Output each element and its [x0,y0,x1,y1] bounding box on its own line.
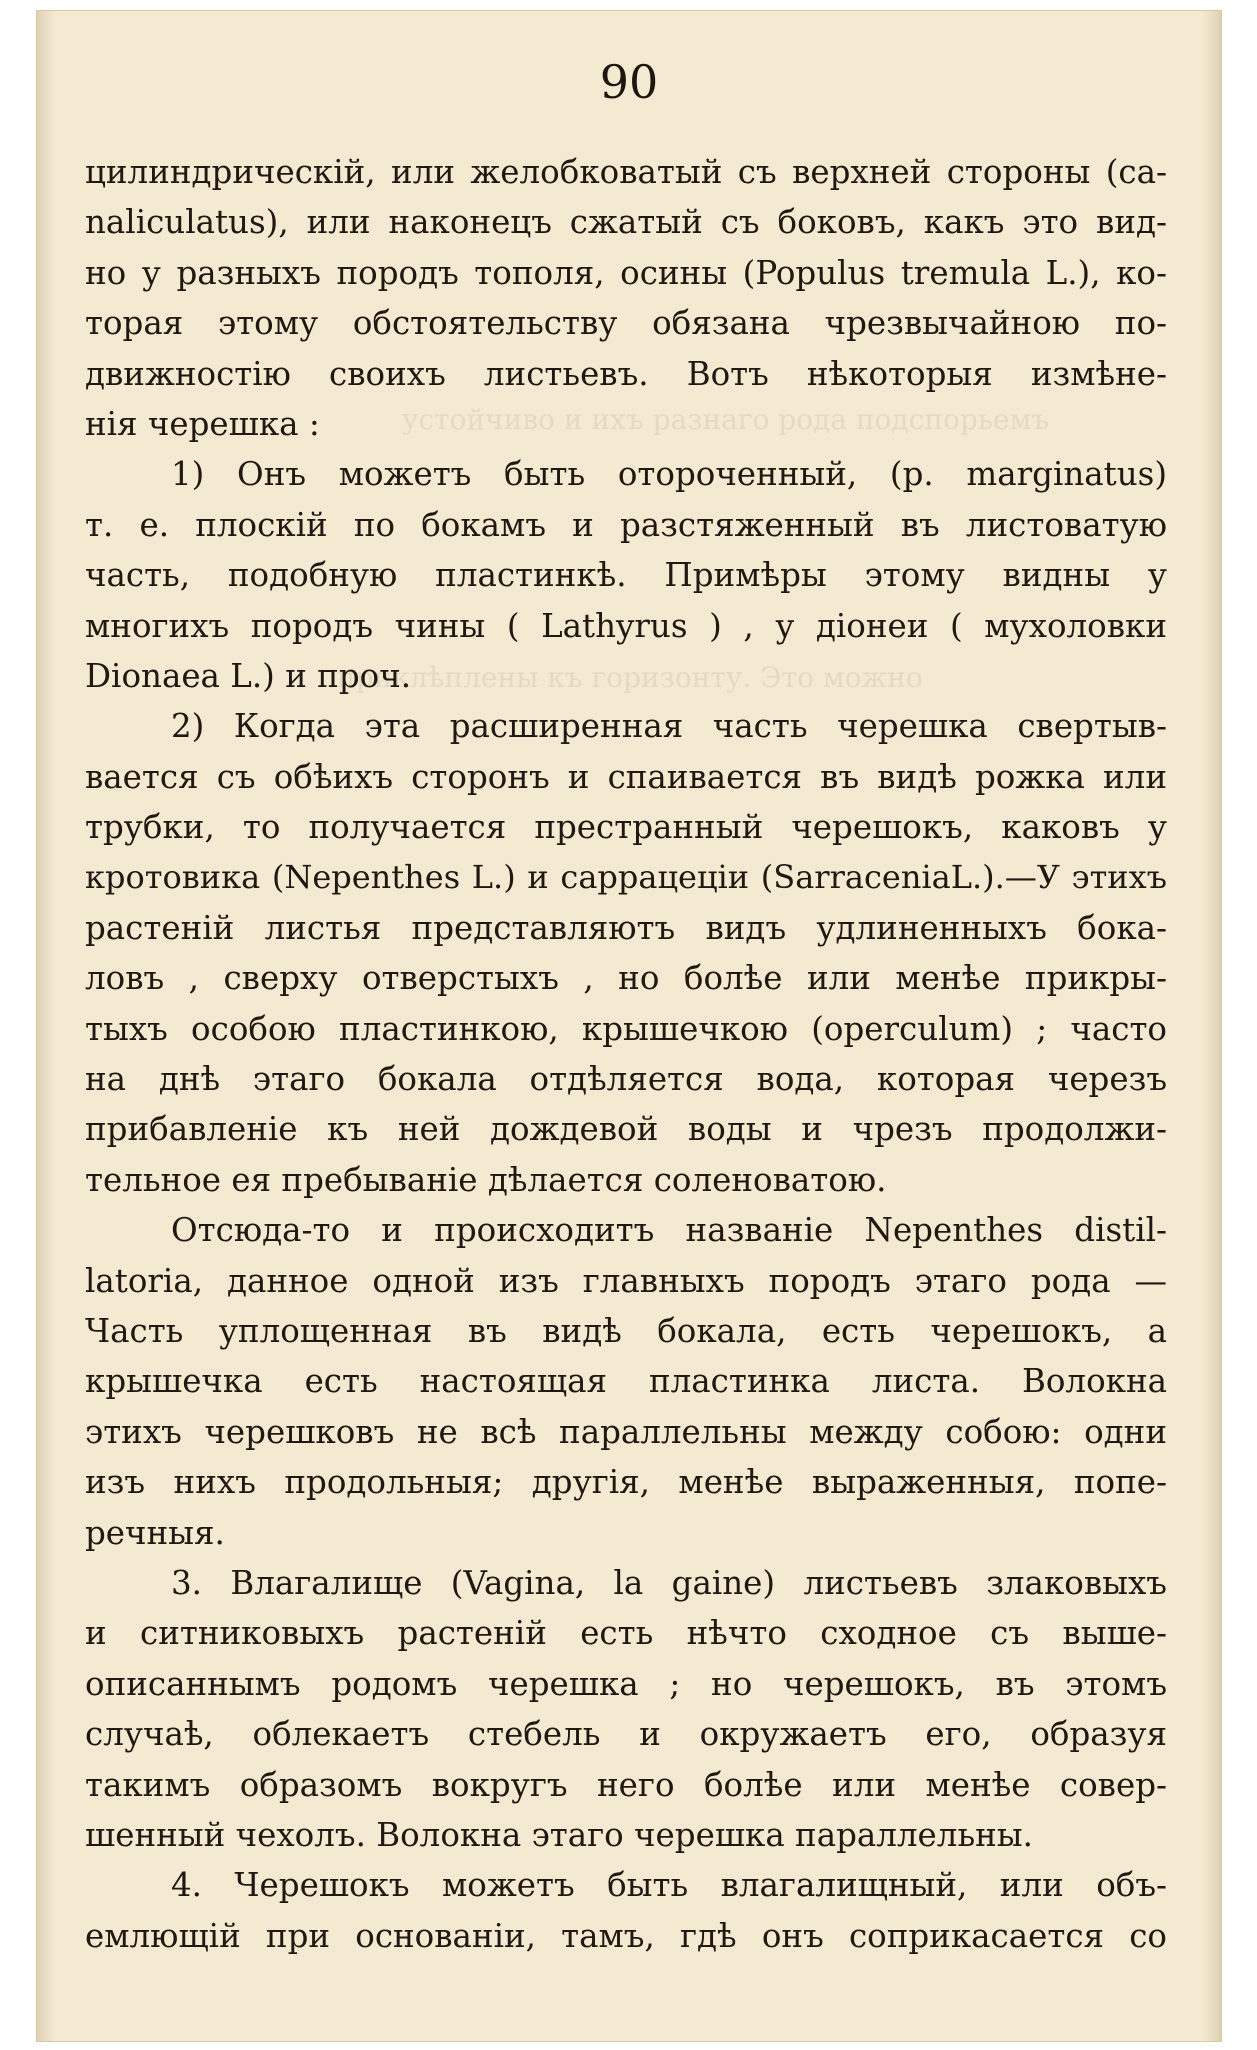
show-through-text: устойчиво и ихъ разнаго рода подспорьемъ [402,403,1050,436]
show-through-text: приклѣплены къ горизонту. Это можно [337,661,923,694]
text-line: ловъ , сверху отверстыхъ , но болѣе или менѣе прикры- [85,959,1167,998]
text-line: многихъ породъ чины ( Lathyrus ) , у діонеи ( мухоловки [85,606,1167,645]
book-page [36,10,1222,2042]
text-line: прибавленіе къ ней дождевой воды и чрезъ продолжи- [85,1110,1167,1149]
text-line: на днѣ этаго бокала отдѣляется вода, которая черезъ [85,1060,1167,1099]
text-line: т. е. плоскій по бокамъ и разстяженный въ листоватую [85,505,1167,544]
text-line: такимъ образомъ вокругъ него болѣе или менѣе совер- [85,1765,1167,1804]
text-line: latoria, данное одной изъ главныхъ породъ этаго рода — [85,1261,1167,1300]
text-line: 2) Когда эта расширенная часть черешка свертыв- [171,707,1167,746]
text-line: изъ нихъ продольныя; другія, менѣе выраженныя, попе- [85,1463,1167,1502]
text-line: цилиндрическій, или желобковатый съ верхней стороны (ca- [85,153,1167,191]
text-line: 3. Влагалище (Vagina, la gaine) листьевъ злаковыхъ [171,1563,1167,1602]
text-line: случаѣ, облекаетъ стебель и окружаетъ его, образуя [85,1715,1167,1754]
text-line: торая этому обстоятельству обязана чрезвычайною по- [85,304,1167,343]
text-line: и ситниковыхъ растеній есть нѣчто сходное съ выше- [85,1614,1167,1653]
text-line: нія черешка : [85,404,320,443]
text-line: Отсюда-то и происходитъ названіе Nepenthes distil- [171,1211,1167,1250]
text-line: трубки, то получается престранный черешокъ, каковъ у [85,808,1167,847]
text-line: 1) Онъ можетъ быть отороченный, (p. marginatus) [171,455,1167,494]
text-line: описаннымъ родомъ черешка ; но черешокъ, въ этомъ [85,1664,1167,1703]
text-line: вается съ обѣихъ сторонъ и спаивается въ видѣ рожка или [85,757,1167,796]
text-line: naliculatus), или наконецъ сжатый съ боковъ, какъ это вид- [85,203,1167,242]
text-line: емлющій при основаніи, тамъ, гдѣ онъ соприкасается со [85,1916,1167,1955]
text-line: часть, подобную пластинкѣ. Примѣры этому видны у [85,556,1167,595]
text-line: тыхъ особою пластинкою, крышечкою (operculum) ; часто [85,1009,1167,1048]
body-text [85,147,1167,1961]
page-number: 90 [599,55,659,109]
text-line: растеній листья представляютъ видъ удлиненныхъ бока- [85,908,1167,947]
text-line: но у разныхъ породъ тополя, осины (Populus tremula L.), ко- [85,253,1167,292]
text-line: шенный чехолъ. Волокна этаго черешка параллельны. [85,1815,1033,1854]
text-line: Часть уплощенная въ видѣ бокала, есть черешокъ, а [85,1311,1167,1350]
text-line: 4. Черешокъ можетъ быть влагалищный, или объ- [171,1866,1167,1905]
text-line: Dionaea L.) и проч. [85,656,412,695]
text-line: этихъ черешковъ не всѣ параллельны между собою: одни [85,1412,1167,1451]
page-right-edge-shadow [1203,11,1221,2041]
text-line: кротовика (Nepenthes L.) и саррацеціи (SarraceniaL.).—У этихъ [85,858,1167,897]
text-line: крышечка есть настоящая пластинка листа. Волокна [85,1362,1167,1401]
text-line: тельное ея пребываніе дѣлается соленоватою. [85,1160,887,1199]
page-left-edge-shadow [37,11,55,2041]
text-line: речныя. [85,1513,225,1552]
text-line: движностію своихъ листьевъ. Вотъ нѣкоторыя измѣне- [85,354,1167,393]
